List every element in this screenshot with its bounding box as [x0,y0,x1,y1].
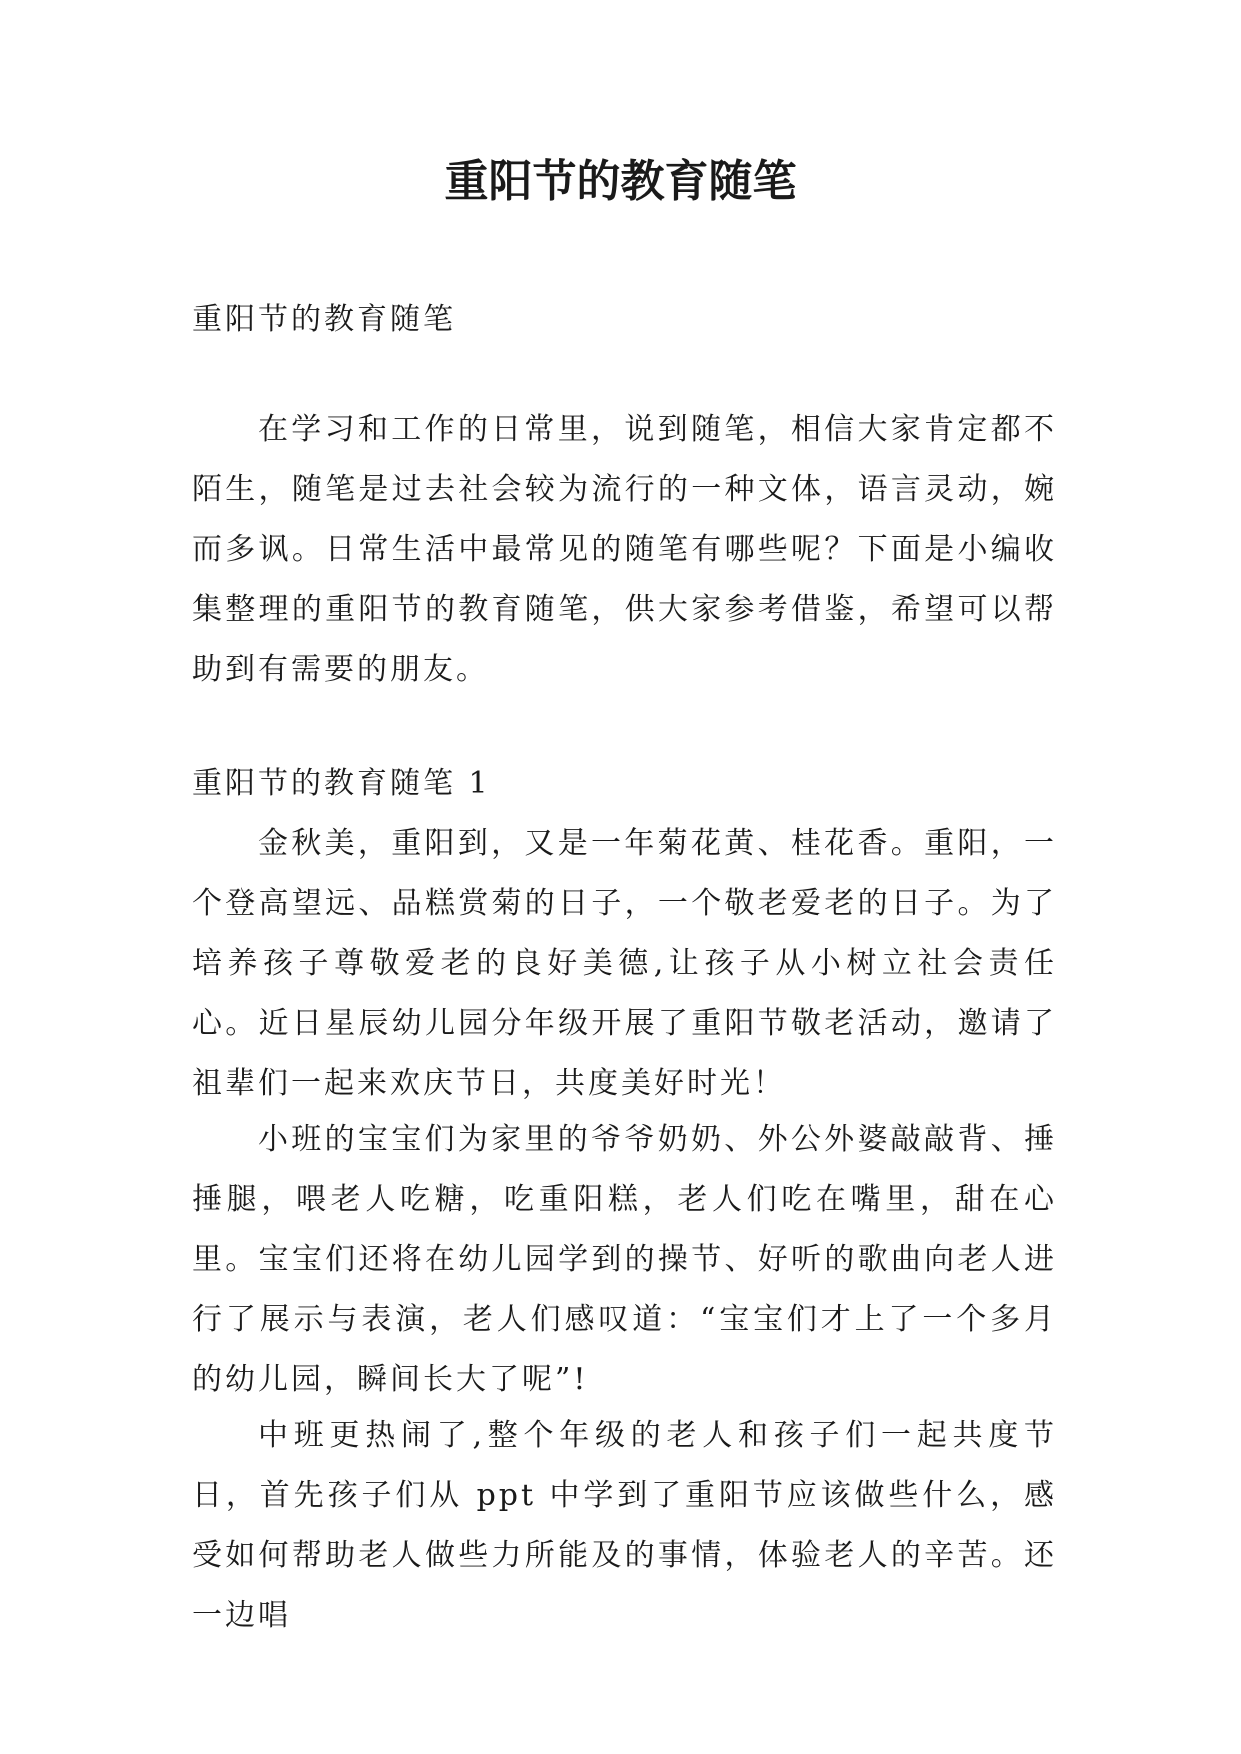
document-title: 重阳节的教育随笔 [444,156,797,207]
section-heading: 重阳节的教育随笔 1 [192,766,491,801]
section-paragraph: 金秋美，重阳到，又是一年菊花黄、桂花香。重阳，一个登高望远、品糕赏菊的日子，一个敬老爱老的日子。为了培养孩子尊敬爱老的良好美德,让孩子从小树立社会责任心。近日星辰幼儿园分年级开展了重阳节敬老活动，邀请了祖辈们一起来欢庆节日，共度美好时光！ [192,826,1057,1101]
section-paragraph: 中班更热闹了,整个年级的老人和孩子们一起共度节日，首先孩子们从 ppt 中学到了重阳节应该做些什么，感受如何帮助老人做些力所能及的事情，体验老人的辛苦。还一边唱 [192,1418,1057,1633]
document-subtitle: 重阳节的教育随笔 [192,302,456,337]
intro-paragraph: 在学习和工作的日常里，说到随笔，相信大家肯定都不陌生，随笔是过去社会较为流行的一种文体，语言灵动，婉而多讽。日常生活中最常见的随笔有哪些呢？下面是小编收集整理的重阳节的教育随笔，供大家参考借鉴，希望可以帮助到有需要的朋友。 [192,412,1057,687]
section-paragraph: 小班的宝宝们为家里的爷爷奶奶、外公外婆敲敲背、捶捶腿，喂老人吃糖，吃重阳糕，老人们吃在嘴里，甜在心里。宝宝们还将在幼儿园学到的操节、好听的歌曲向老人进行了展示与表演，老人们感叹道：“宝宝们才上了一个多月的幼儿园，瞬间长大了呢”! [192,1122,1057,1397]
